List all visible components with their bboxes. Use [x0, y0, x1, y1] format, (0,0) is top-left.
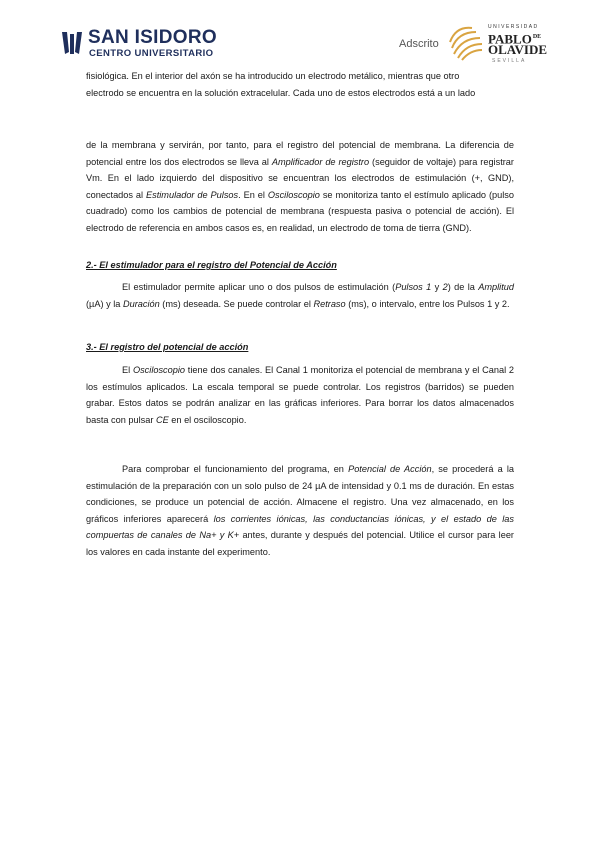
paragraph-estimulador: El estimulador permite aplicar uno o dos pulsos de estimulación (Pulsos 1 y 2) de la Amplitud (µA) y la Duración (ms) deseada. Se puede controlar el Retraso (ms), o intervalo, entre los Pulsos 1 y 2. [86, 282, 514, 309]
pablo-olavide-logo [446, 22, 546, 64]
section-heading-registro: 3.- El registro del potencial de acción [86, 342, 249, 352]
paragraph-procedimiento: Para comprobar el funcionamiento del programa, en Potencial de Acción, se procederá a la estimulación de la preparación con un solo pulso de 24 µA de intensidad y 0.1 ms de duración. En estas condiciones, se produce un potencial de acción. Almacene el registro. Una vez almacenado, en los gráficos inferiores aparecerá los corrientes iónicas, las conductancias iónicas, y el estado de las compuertas de canales de Na+ y K+ antes, durante y después del potencial. Utilice el cursor para leer los valores en cada instante del experimento. [86, 464, 514, 557]
olavide-swirl-icon [446, 22, 484, 62]
paragraph-intro-line-1: fisiológica. En el interior del axón se ha introducido un electrodo metálico, mientras que otro [86, 71, 460, 81]
logo-left-name: SAN ISIDORO [88, 27, 217, 48]
logo-left-subtitle: CENTRO UNIVERSITARIO [89, 48, 214, 59]
paragraph-osciloscopio: El Osciloscopio tiene dos canales. El Canal 1 monitoriza el potencial de membrana y el Canal 2 los estímulos aplicados. La escala temporal se puede controlar. Los registros (barridos) se pueden grabar. Estos datos se podrán analizar en las gráficas inferiores. Para borrar los datos almacenados basta con pulsar CE en el osciloscopio. [86, 365, 514, 425]
paragraph-intro-line-2: electrodo se encuentra en la solución extracelular. Cada uno de estos electrodos está a un lado [86, 87, 476, 98]
logo-right-city: SEVILLA [492, 58, 527, 64]
adscrito-label: Adscrito [399, 38, 439, 50]
section-heading-estimulador: 2.- El estimulador para el registro del Potencial de Acción [86, 260, 337, 270]
san-isidoro-emblem-icon [60, 30, 84, 56]
page-header [0, 0, 600, 70]
logo-right-university: UNIVERSIDAD [488, 24, 539, 30]
paragraph-intro-continued [86, 68, 514, 101]
logo-right-pablo: $PABLO^{DE}$ [488, 31, 542, 47]
san-isidoro-logo [60, 28, 220, 62]
paragraph-electrodes: de la membrana y servirán, por tanto, para el registro del potencial de membrana. La diferencia de potencial entre los dos electrodos se lleva al Amplificador de registro (seguidor de voltaje) para registrar Vm. En el lado izquierdo del dispositivo se encuentran los electrodos de estimulación (+, GND), conectados al Estimulador de Pulsos. En el Osciloscopio se monitoriza tanto el estímulo aplicado (pulso cuadrado) como los cambios de potencial de membrana (respuesta pasiva o potencial de acción). El electrodo de referencia en ambos casos es, en realidad, un electrodo de toma de tierra (GND). [86, 140, 514, 233]
logo-right-olavide: OLAVIDE [488, 42, 548, 57]
